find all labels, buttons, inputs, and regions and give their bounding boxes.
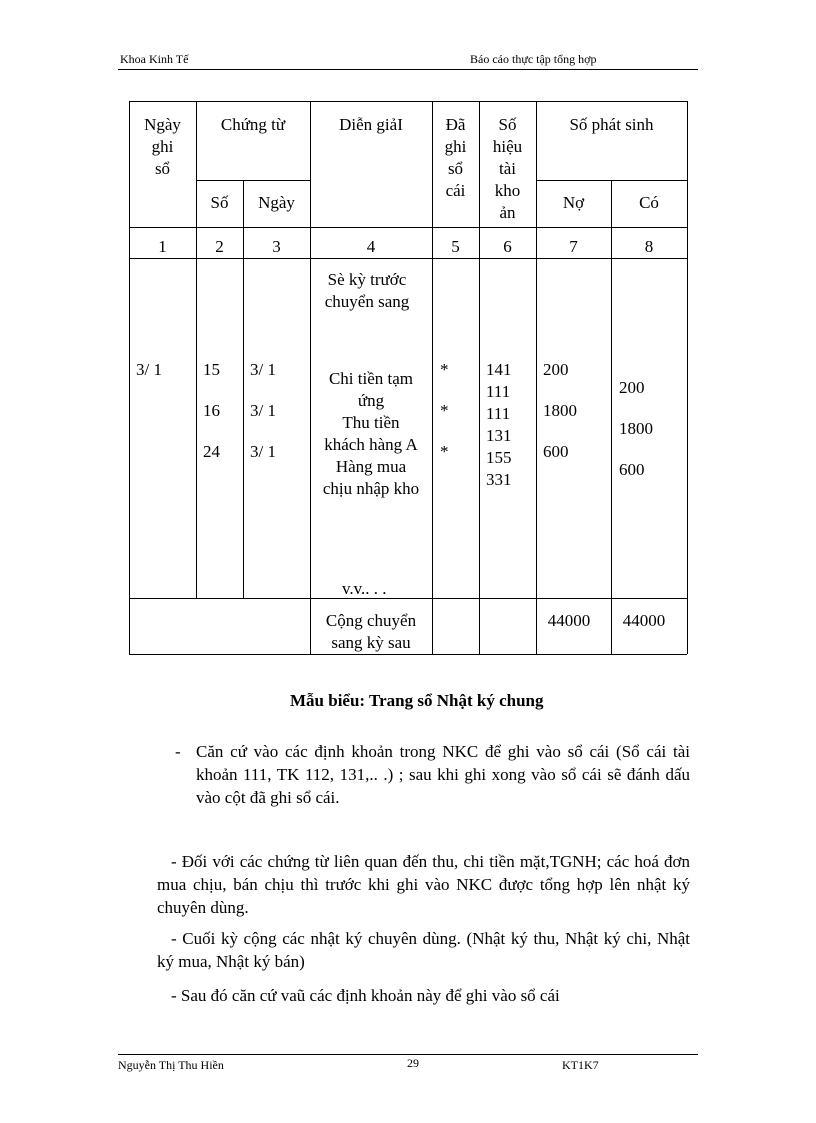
footer-class: KT1K7 [562, 1058, 599, 1072]
voucher-date: 3/ 1 [250, 360, 276, 379]
th-ngay: Ngày [258, 193, 295, 212]
voucher-number: 24 [203, 442, 220, 461]
footer-rule [118, 1054, 698, 1055]
th-so-phat-sinh: Số phát sinh [569, 115, 654, 134]
header-left: Khoa Kinh Tế [120, 52, 189, 66]
posted-mark: * [440, 401, 449, 420]
header-rule [118, 69, 698, 70]
col-number: 1 [158, 237, 167, 256]
voucher-number: 16 [203, 401, 220, 420]
th-co: Có [639, 193, 659, 212]
paragraph-1: - Đối với các chứng từ liên quan đến thu, chi tiền mặt,TGNH; các hoá đơn mua chịu, bán chịu thì trước khi ghi vào NKC được tổng hợp lên nhật ký chuyên dùng. [157, 852, 690, 917]
col-number: 6 [503, 237, 512, 256]
description-etc: v.v.. . . [342, 579, 387, 598]
th-chung-tu: Chứng từ [220, 115, 286, 134]
debit-total: 44000 [547, 611, 591, 630]
th-so-hieu-tai-khoan: Số hiệu tài kho ản [492, 115, 523, 222]
description-entries: Chi tiền tạm ứng Thu tiền khách hàng A Hàng mua chịu nhập kho [322, 369, 420, 498]
th-dien-giai: Diễn giảI [339, 115, 403, 134]
col-number: 3 [272, 237, 281, 256]
col-number: 8 [644, 237, 654, 256]
posted-mark: * [440, 442, 449, 461]
col-number: 7 [569, 237, 578, 256]
footer-author: Nguyễn Thị Thu Hiền [118, 1058, 224, 1072]
header-right: Báo cáo thực tập tổng hợp [470, 52, 597, 66]
th-da-ghi-so-cai: Đã ghi sổ cái [444, 115, 467, 200]
credit-total: 44000 [622, 611, 666, 630]
voucher-date: 3/ 1 [250, 442, 276, 461]
carried-forward-label: Cộng chuyển sang kỳ sau [325, 611, 417, 652]
th-so: Số [210, 193, 229, 212]
credit-amount: 200 [619, 378, 645, 397]
page-number: 29 [407, 1056, 419, 1070]
paragraph-3: - Sau đó căn cứ vaũ các định khoản này để ghi vào sổ cái [171, 986, 560, 1005]
posted-mark: * [440, 360, 449, 379]
paragraph-2: - Cuối kỳ cộng các nhật ký chuyên dùng. (Nhật ký thu, Nhật ký chi, Nhật ký mua, Nhật ký bán) [157, 929, 690, 971]
description-brought-forward: Sè kỳ trước chuyển sang [324, 270, 410, 311]
entry-date: 3/ 1 [136, 360, 162, 379]
voucher-date: 3/ 1 [250, 401, 276, 420]
debit-amount: 200 [543, 360, 569, 379]
bullet-paragraph: Căn cứ vào các định khoản trong NKC để ghi vào sổ cái (Sổ cái tài khoản 111, TK 112, 131,.. .) ; sau khi ghi xong vào sổ cái sẽ đánh dấu vào cột đã ghi sổ cái. [196, 742, 690, 807]
col-number: 2 [215, 237, 224, 256]
credit-amount: 600 [619, 460, 645, 479]
col-number: 5 [451, 237, 460, 256]
account-codes: 141 111 111 131 155 331 [486, 360, 512, 489]
table-caption: Mẫu biểu: Trang sổ Nhật ký chung [290, 691, 544, 710]
col-number: 4 [366, 237, 376, 256]
bullet-marker: - [175, 742, 181, 761]
debit-amount: 1800 [543, 401, 577, 420]
voucher-number: 15 [203, 360, 220, 379]
th-ngay-ghi-so: Ngày ghi sổ [144, 115, 181, 178]
debit-amount: 600 [543, 442, 569, 461]
credit-amount: 1800 [619, 419, 653, 438]
th-no: Nợ [562, 193, 585, 212]
